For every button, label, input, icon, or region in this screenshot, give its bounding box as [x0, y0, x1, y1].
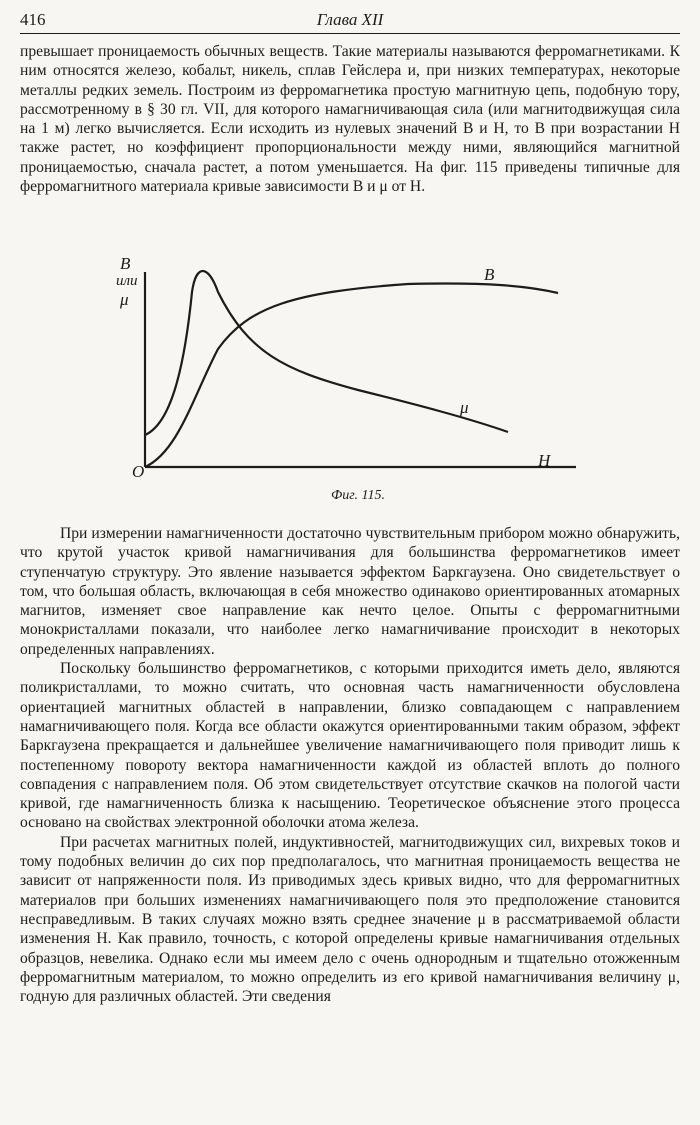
curve-mu [145, 271, 508, 435]
curve-mu-label: μ [460, 398, 469, 417]
paragraph-barkhausen: При измерении намагниченности достаточно чувствительным прибором можно обнаружить, что крутой участок кривой намагничивания для большинства ферромагнетиков имеет ступенчатую структуру. Это явление называется эффектом Баркгаузена. Оно свидетельствует о том, что большая область, включающая в себя множество одинаково ориентированных атомарных магнитов, изменяет свое направление как нечто целое. Опыты с ферромагнитными монокристаллами показали, что наиболее легко намагничивание происходит в некоторых определенных направлениях. [20, 525, 680, 658]
figure-115 [108, 252, 588, 512]
x-axis-label-h: H [538, 451, 551, 470]
figure-diagram [108, 252, 588, 482]
chapter-title: Глава XII [316, 10, 384, 29]
y-axis-label-or: или [116, 273, 138, 289]
origin-label: O [132, 462, 145, 481]
y-axis-label-b: B [120, 254, 131, 273]
main-text-block [20, 524, 680, 1006]
top-text-block [20, 42, 680, 196]
y-axis-label-mu: μ [120, 290, 129, 309]
curve-b [145, 283, 558, 467]
curve-b-label: B [484, 265, 495, 284]
paragraph-polycrystals: Поскольку большинство ферромагнетиков, с которыми приходится иметь дело, являются поликристаллами, то можно считать, что основная часть намагниченности обусловлена ориентацией магнитных областей в направлении, близко совпадающем с направлением намагничивающего поля. Когда все области окажутся ориентированными таким образом, эффект Баркгаузена прекращается и дальнейшее увеличение намагничивающего поля приводит лишь к постепенному повороту вектора намагниченности каждой из областей вплоть до полного совпадения с направлением поля. Об этом свидетельствует отсутствие скачков на пологой части кривой, где намагниченность близка к насыщению. Теоретическое объяснение этого процесса основано на свойствах электронной оболочки атома железа. [20, 660, 680, 832]
page-number: 416 [20, 10, 46, 29]
figure-caption: Фиг. 115. [331, 488, 385, 503]
paragraph-intro: превышает проницаемость обычных веществ. Такие материалы называются ферромагнетиками. К ним относятся железо, кобальт, никель, сплав Гейслера и, при низких температурах, некоторые металлы редких земель. Построим из ферромагнетика простую магнитную цепь, подобную тору, рассмотренному в § 30 гл. VII, для которого намагничивающая сила (или магнитодвижущая сила на 1 м) легко вычисляется. Если исходить из нулевых значений B и H, то B при возрастании H также растет, но коэффициент пропорциональности между ними, являющийся магнитной проницаемостью, сначала растет, а потом уменьшается. На фиг. 115 приведены типичные для ферромагнитного материала кривые зависимости B и μ от H. [20, 43, 680, 196]
page-header [20, 8, 680, 34]
header-rule [20, 33, 680, 34]
paragraph-calculations: При расчетах магнитных полей, индуктивностей, магнитодвижущих сил, вихревых токов и тому подобных величин до сих пор предполагалось, что магнитная проницаемость вещества не зависит от напряженности поля. Из приводимых здесь кривых видно, что для ферромагнитных материалов при больших изменениях намагничивающего поля это предположение становится несправедливым. В таких случаях можно взять среднее значение μ в рассматриваемой области изменения H. Как правило, точность, с которой определены кривые намагничивания отдельных образцов, невелика. Однако если мы имеем дело с очень однородным и тщательно отожженным ферромагнитным материалом, то можно определить из его кривой намагничивания величину μ, годную для различных областей. Эти сведения [20, 833, 680, 1006]
